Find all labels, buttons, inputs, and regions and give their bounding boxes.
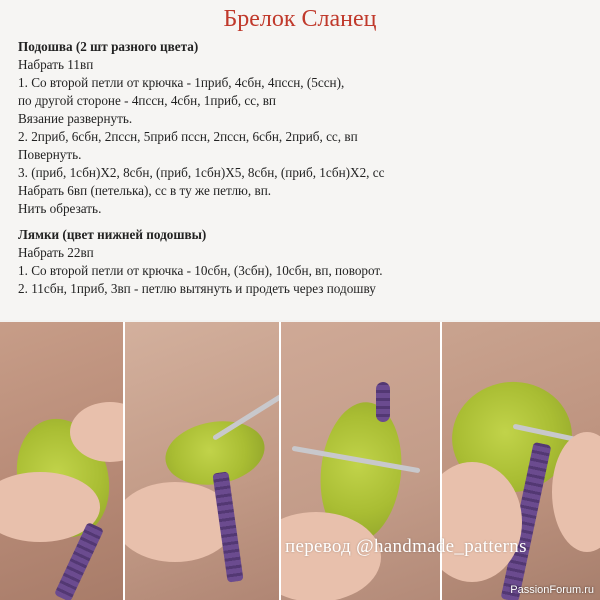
pattern-text xyxy=(18,38,588,298)
sole-line: Нить обрезать. xyxy=(18,201,102,216)
photo-step-4 xyxy=(442,322,600,600)
sole-line: 1. Со второй петли от крючка - 1приб, 4сбн, 4пссн, (5ссн), xyxy=(18,75,345,90)
sole-line: 2. 2приб, 6сбн, 2пссн, 5приб пссн, 2пссн, 6сбн, 2приб, сс, вп xyxy=(18,129,358,144)
straps-line: Набрать 22вп xyxy=(18,245,94,260)
photo-step-3 xyxy=(281,322,439,600)
photo-step-1 xyxy=(0,322,123,600)
section-heading-sole: Подошва (2 шт разного цвета) xyxy=(18,39,199,54)
site-credit: PassionForum.ru xyxy=(510,584,594,596)
sole-line: Набрать 11вп xyxy=(18,57,94,72)
straps-line: 2. 11сбн, 1приб, 3вп - петлю вытянуть и продеть через подошву xyxy=(18,281,376,296)
page-title: Брелок Сланец xyxy=(223,6,377,32)
sole-line: Вязание развернуть. xyxy=(18,111,133,126)
straps-line: 1. Со второй петли от крючка - 10сбн, (3сбн), 10сбн, вп, поворот. xyxy=(18,263,383,278)
sole-line: по другой стороне - 4пссн, 4сбн, 1приб, сс, вп xyxy=(18,93,276,108)
sole-line: Набрать 6вп (петелька), сс в ту же петлю, вп. xyxy=(18,183,272,198)
sole-line: 3. (приб, 1сбн)X2, 8сбн, (приб, 1сбн)X5, 8сбн, (приб, 1сбн)X2, сс xyxy=(18,165,385,180)
photo-strip xyxy=(0,322,600,600)
sole-line: Повернуть. xyxy=(18,147,82,162)
section-heading-straps: Лямки (цвет нижней подошвы) xyxy=(18,227,207,242)
watermark-text: перевод @handmade_patterns xyxy=(285,536,527,557)
photo-step-2 xyxy=(125,322,279,600)
